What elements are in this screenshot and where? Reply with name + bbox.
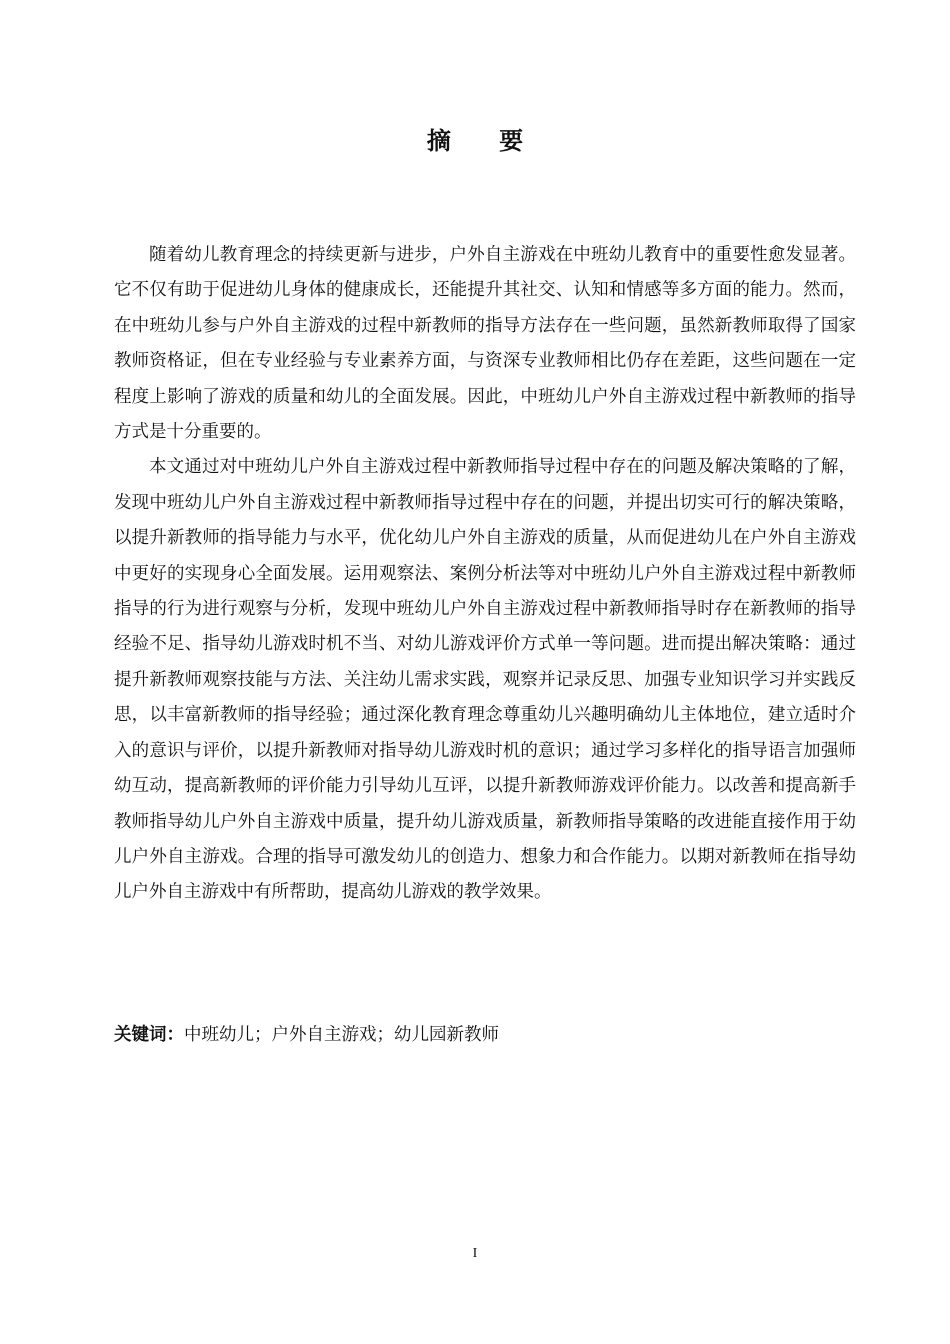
page-number: I: [472, 1246, 478, 1261]
abstract-paragraph-1: 随着幼儿教育理念的持续更新与进步，户外自主游戏在中班幼儿教育中的重要性愈发显著。它不仅有助于促进幼儿身体的健康成长，还能提升其社交、认知和情感等多方面的能力。然而，在中班幼儿参与户外自主游戏的过程中新教师的指导方法存在一些问题，虽然新教师取得了国家教师资格证，但在专业经验与专业素养方面，与资深专业教师相比仍存在差距，这些问题在一定程度上影响了游戏的质量和幼儿的全面发展。因此，中班幼儿户外自主游戏过程中新教师的指导方式是十分重要的。: [114, 245, 856, 443]
abstract-body: [114, 238, 856, 911]
keywords-line: [114, 1018, 856, 1052]
keywords-label: 关键词：: [114, 1025, 184, 1045]
keywords-value: 中班幼儿；户外自主游戏；幼儿园新教师: [184, 1025, 499, 1045]
abstract-paragraph-2: 本文通过对中班幼儿户外自主游戏过程中新教师指导过程中存在的问题及解决策略的了解，发现中班幼儿户外自主游戏过程中新教师指导过程中存在的问题，并提出切实可行的解决策略，以提升新教师的指导能力与水平，优化幼儿户外自主游戏的质量，从而促进幼儿在户外自主游戏中更好的实现身心全面发展。运用观察法、案例分析法等对中班幼儿户外自主游戏过程中新教师指导的行为进行观察与分析，发现中班幼儿户外自主游戏过程中新教师指导时存在新教师的指导经验不足、指导幼儿游戏时机不当、对幼儿游戏评价方式单一等问题。进而提出解决策略：通过提升新教师观察技能与方法、关注幼儿需求实践，观察并记录反思、加强专业知识学习并实践反思，以丰富新教师的指导经验；通过深化教育理念尊重幼儿兴趣明确幼儿主体地位，建立适时介入的意识与评价，以提升新教师对指导幼儿游戏时机的意识；通过学习多样化的指导语言加强师幼互动，提高新教师的评价能力引导幼儿互评，以提升新教师游戏评价能力。以改善和提高新手教师指导幼儿户外自主游戏中质量，提升幼儿游戏质量，新教师指导策略的改进能直接作用于幼儿户外自主游戏。合理的指导可激发幼儿的创造力、想象力和合作能力。以期对新教师在指导幼儿户外自主游戏中有所帮助，提高幼儿游戏的教学效果。: [114, 457, 856, 903]
page-title: 摘 要: [426, 127, 544, 155]
